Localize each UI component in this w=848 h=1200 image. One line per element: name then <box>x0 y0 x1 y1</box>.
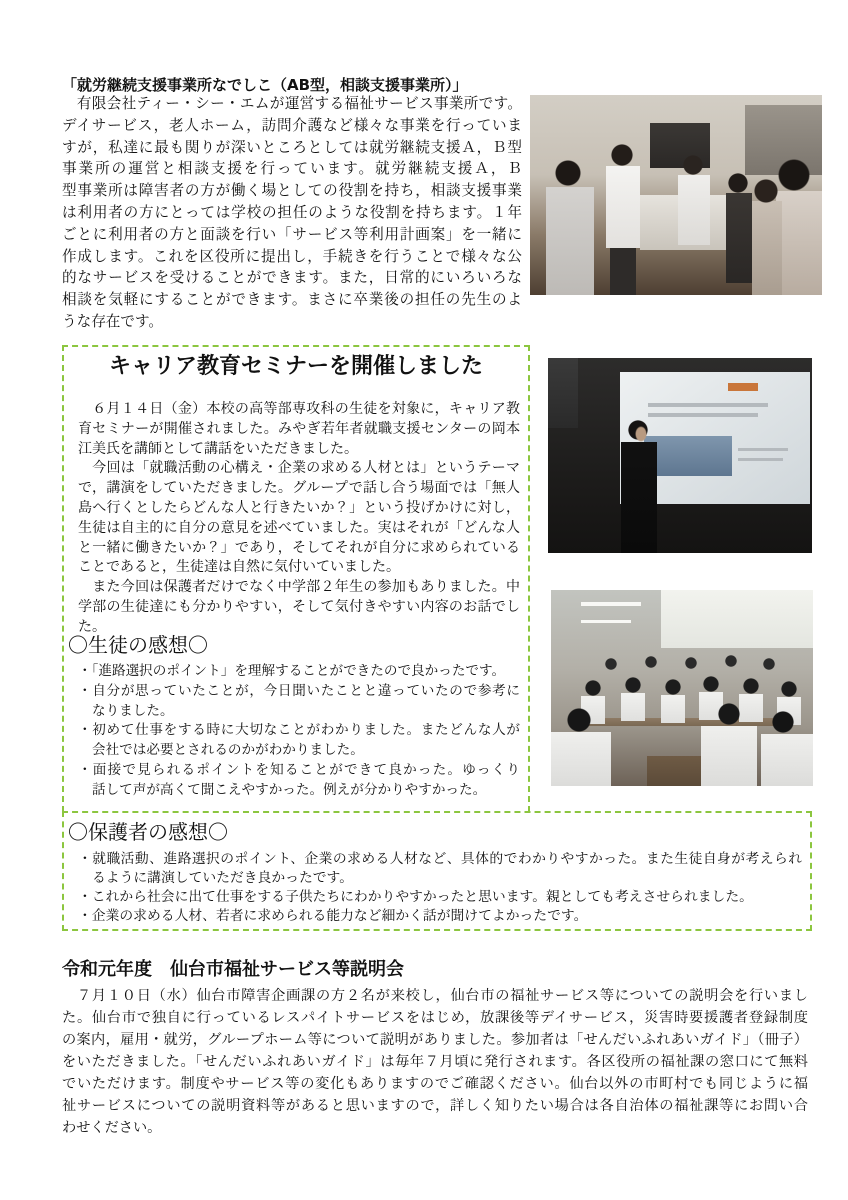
text-line: ７月１０日（水）仙台市障害企画課の方２名が来校し，仙台市の福祉サービス等についての説明会を行いまし <box>62 988 808 1004</box>
text-line: 作成します。これを区役所に提出し，手続きを行うことで様々な公 <box>62 247 522 265</box>
nadeshiko-body <box>62 93 522 333</box>
text-line: ・面接で見られるポイントを知ることができて良かった。ゆっくり <box>78 761 520 778</box>
list-item <box>78 721 520 761</box>
text-line: ６月１４日（金）本校の高等部専攻科の生徒を対象に，キャリア教 <box>78 401 520 417</box>
text-line: 生徒は自主的に自分の意見を述べていました。実はそれが「どんな人 <box>78 519 520 536</box>
text-line: で，講演をしていただきました。グループで話し合う場面では「無人 <box>78 480 520 497</box>
parent-impressions-heading: 〇保護者の感想〇 <box>68 820 228 844</box>
student-impressions-heading: 〇生徒の感想〇 <box>68 633 208 657</box>
photo-seminar-lecture <box>548 358 812 553</box>
text-line: 会社では必要とされるのかがわかりました。 <box>92 742 364 759</box>
student-impressions-list <box>78 662 520 801</box>
list-item <box>78 888 802 907</box>
text-line: 学部の生徒達にも分かりやすい，そして気付きやすい内容のお話でし <box>78 598 520 615</box>
nadeshiko-heading: 「就労継続支援事業所なでしこ（AB型，相談支援事業所）」 <box>62 76 468 94</box>
sendai-briefing-heading: 令和元年度 仙台市福祉サービス等説明会 <box>62 959 404 980</box>
text-line: 話して声が高くて聞こえやすかった。例えが分かりやすかった。 <box>92 781 487 798</box>
text-line: をいただきました。「せんだいふれあいガイド」は毎年７月頃に発行されます。各区役所の福祉課の窓口にて無料 <box>62 1054 808 1070</box>
text-line: また今回は保護者だけでなく中学部２年生の参加もありました。中 <box>78 579 520 596</box>
text-line: るように講演していただき良かったです。 <box>92 870 354 886</box>
seminar-body <box>78 400 520 638</box>
list-item <box>78 662 520 682</box>
text-line: 江美氏を講師として講話をいただきました。 <box>78 440 358 457</box>
text-line: た。仙台市で独自に行っているレスパイトサービスをはじめ，放課後等デイサービス，災害時要援護者登録制度 <box>62 1010 808 1026</box>
text-line: ・「進路選択のポイント」を理解することができたので良かったです。 <box>78 663 506 679</box>
list-item <box>78 907 802 926</box>
text-line: わせください。 <box>62 1120 162 1136</box>
text-line: ・初めて仕事をする時に大切なことがわかりました。またどんな人が <box>78 722 520 739</box>
text-line: でいただけます。制度やサービス等の変化もありますのでご確認ください。仙台以外の市町村でも同じように福 <box>62 1076 808 1092</box>
parent-impressions-list <box>78 850 802 926</box>
text-line: 祉サービスについての説明資料等があると思いますので，詳しく知りたい場合は各自治体の福祉課等にお問い合 <box>62 1098 808 1114</box>
sendai-briefing-body <box>62 985 808 1139</box>
text-line: ことであると，生徒達は自然に気付いていました。 <box>78 559 400 576</box>
text-line: と一緒に働きたいか？」であり，そしてそれが自分に求められている <box>78 539 520 556</box>
text-line: 型事業所は障害者の方が働く場としての役割を持ち，相談支援事業 <box>62 182 522 200</box>
text-line: なりました。 <box>92 702 174 719</box>
text-line: ・自分が思っていたことが，今日聞いたことと違っていたので参考に <box>78 682 520 699</box>
text-line: た。 <box>78 618 106 635</box>
text-line: 的なサービスを受けることができます。また，日常的にいろいろな <box>62 269 522 287</box>
text-line: 育セミナーが開催されました。みやぎ若年者就職支援センターの岡本 <box>78 420 520 437</box>
text-line: すが，私達に最も関りが深いところとしては就労継続支援Ａ，Ｂ型 <box>62 138 522 156</box>
text-line: ごとに利用者の方と面談を行い「サービス等利用計画案」を一緒に <box>62 225 522 243</box>
text-line: は利用者の方にとっては学校の担任のような役割を持ちます。１年 <box>62 203 522 221</box>
photo-seminar-audience <box>551 590 813 786</box>
list-item <box>78 761 520 801</box>
text-line: 事業所の運営と相談支援を行っています。就労継続支援Ａ，Ｂ <box>62 160 522 178</box>
photo-facility-visit <box>530 95 822 295</box>
text-line: 相談を気軽にすることができます。まさに卒業後の担任の先生のよ <box>62 291 522 309</box>
text-line: ・企業の求める人材、若者に求められる能力など細かく話が聞けてよかったです。 <box>78 908 588 924</box>
text-line: 今回は「就職活動の心構え・企業の求める人材とは」というテーマ <box>78 460 520 477</box>
text-line: ・就職活動、進路選択のポイント、企業の求める人材など、具体的でわかりやすかった。また生徒自身が考えられ <box>78 851 802 867</box>
list-item <box>78 850 802 888</box>
text-line: デイサービス，老人ホーム，訪問介護など様々な事業を行っていま <box>62 116 522 134</box>
text-line: ・これから社会に出て仕事をする子供たちにわかりやすかったと思います。親としても考えさせられました。 <box>78 889 753 905</box>
text-line: の案内，雇用・就労，グループホーム等について説明がありました。参加者は「せんだいふれあいガイド」（冊子） <box>62 1032 808 1048</box>
seminar-title: キャリア教育セミナーを開催しました <box>108 353 483 379</box>
text-line: 有限会社ティー・シー・エムが運営する福祉サービス事業所です。 <box>62 95 522 112</box>
text-line: うな存在です。 <box>62 312 163 330</box>
list-item <box>78 682 520 722</box>
text-line: 島へ行くとしたらどんな人と行きたいか？」という投げかけに対し， <box>78 499 520 516</box>
